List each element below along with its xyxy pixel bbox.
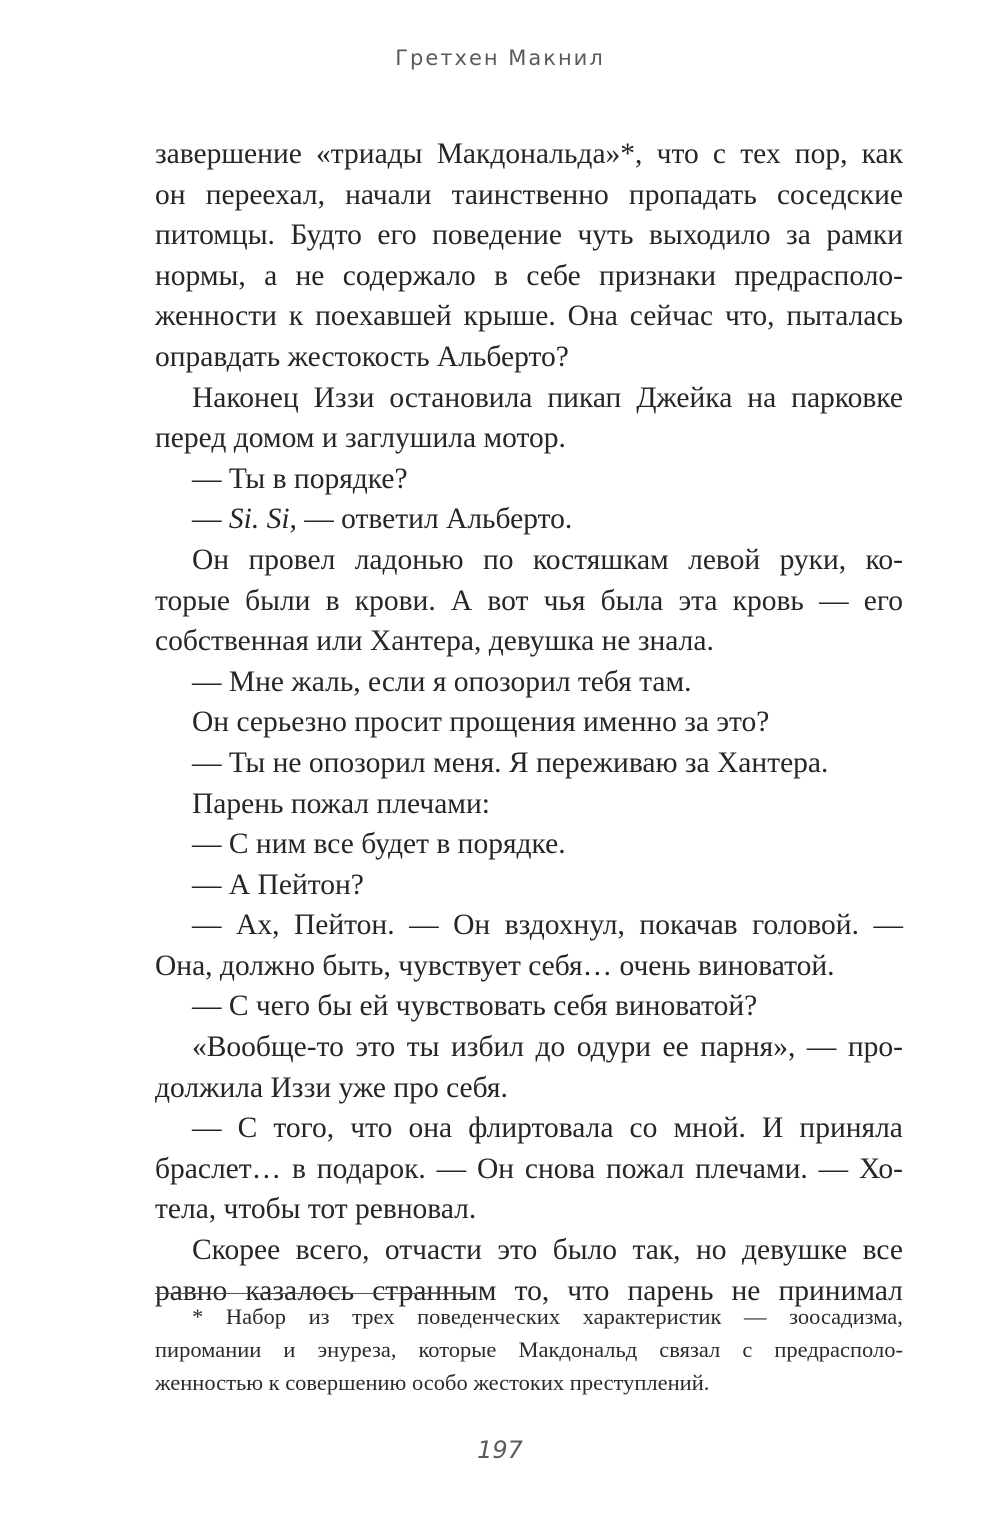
word: казалось xyxy=(245,1274,355,1307)
word: себе xyxy=(526,259,581,292)
word: было xyxy=(552,1234,618,1267)
word: поехавшей xyxy=(315,300,452,333)
word: за xyxy=(786,219,811,252)
word: по xyxy=(482,543,514,576)
word: тех xyxy=(740,138,781,170)
word: так, xyxy=(632,1234,681,1267)
text-line: Она, должно быть, чувствует себя… очень виноватой. xyxy=(155,949,835,982)
word: И xyxy=(761,1112,784,1145)
word: Он xyxy=(453,909,491,942)
body-text xyxy=(155,134,903,1311)
word: Иззи xyxy=(313,381,375,414)
word: А xyxy=(450,584,473,617)
word: парковке xyxy=(791,381,903,414)
word: торые xyxy=(155,584,230,617)
word: содержало xyxy=(342,259,476,292)
footnote xyxy=(155,1300,903,1399)
text-line xyxy=(155,296,903,337)
word: Скорее xyxy=(192,1234,281,1267)
text-line: — А Пейтон? xyxy=(192,868,364,901)
word: нормы, xyxy=(155,259,246,292)
footnote-line xyxy=(155,1300,903,1333)
word: он xyxy=(155,178,186,211)
word: девушке xyxy=(741,1234,848,1267)
word: приняла xyxy=(799,1112,903,1145)
word: со xyxy=(629,1112,658,1145)
word: Ах, xyxy=(236,909,280,942)
page-number: 197 xyxy=(477,1436,523,1464)
word: покачав xyxy=(639,909,738,942)
word: это xyxy=(497,1234,538,1267)
word: костяшкам xyxy=(532,543,669,576)
word: про- xyxy=(847,1031,903,1064)
word: того, xyxy=(273,1112,335,1145)
text-line xyxy=(155,378,903,419)
word: ко- xyxy=(865,543,903,576)
word: к xyxy=(288,300,304,333)
text-line: Он серьезно просит прощения именно за это? xyxy=(192,706,770,739)
word: — xyxy=(873,909,903,942)
word: ты xyxy=(406,1031,440,1064)
word: — xyxy=(819,584,849,617)
text-line: должила Иззи уже про себя. xyxy=(155,1071,508,1104)
word: руки, xyxy=(779,543,847,576)
text-line: собственная или Хантера, девушка не знала. xyxy=(155,625,714,658)
word: пропадать xyxy=(628,178,757,211)
text-line: тела, чтобы тот ревновал. xyxy=(155,1193,477,1226)
word: предрасполо- xyxy=(734,259,903,292)
word: Он xyxy=(476,1152,515,1185)
word: не xyxy=(295,259,325,292)
text-line: — Ты не опозорил меня. Я переживаю за Хантера. xyxy=(192,746,829,779)
line-rest: — ответил Альберто. xyxy=(296,503,573,536)
word: которые xyxy=(418,1337,497,1362)
word: в xyxy=(494,259,509,292)
word: пыталась xyxy=(786,300,903,333)
word: Будто xyxy=(290,219,362,252)
word: была xyxy=(600,584,664,617)
word: всего, xyxy=(295,1234,370,1267)
text-line: — Ты в порядке? xyxy=(192,462,408,495)
word: браслет… xyxy=(155,1152,282,1185)
word: вот xyxy=(487,584,529,617)
word: соседские xyxy=(776,178,903,211)
word: его xyxy=(863,584,903,617)
word: пиромании xyxy=(155,1337,262,1362)
text-line: Парень пожал плечами: xyxy=(192,787,490,820)
word: выходило xyxy=(648,219,771,252)
word: на xyxy=(747,381,777,414)
word: — xyxy=(818,1152,849,1185)
word: принимал xyxy=(778,1274,903,1307)
word: пожал xyxy=(606,1152,685,1185)
word: С xyxy=(237,1112,258,1145)
text-line: — Мне жаль, если я опозорил тебя там. xyxy=(192,665,692,698)
footnote-line: женностью к совершению особо жестоких преступлений. xyxy=(155,1370,710,1395)
word: эта xyxy=(678,584,718,617)
text-line xyxy=(155,1230,903,1271)
word: завершение xyxy=(155,138,302,170)
text-line xyxy=(155,540,903,581)
word: — xyxy=(192,1112,222,1145)
word: в xyxy=(292,1152,306,1185)
text-line xyxy=(155,499,903,540)
word: отчасти xyxy=(384,1234,482,1267)
word: женности xyxy=(155,300,277,333)
word: как xyxy=(861,138,903,170)
word: характеристик xyxy=(582,1304,722,1329)
word: равно xyxy=(155,1274,228,1307)
text-line: — С ним все будет в порядке. xyxy=(192,828,566,861)
word: Макдональд xyxy=(518,1337,638,1362)
word: парня», xyxy=(700,1031,796,1064)
word: были xyxy=(245,584,311,617)
word: левой xyxy=(688,543,761,576)
word: пор, xyxy=(794,138,848,170)
word: избил xyxy=(451,1031,524,1064)
word: Макдональда»*, xyxy=(436,138,643,170)
word: до xyxy=(535,1031,566,1064)
word: «триады xyxy=(316,138,423,170)
word: предрасполо- xyxy=(774,1337,903,1362)
word: провел xyxy=(248,543,336,576)
word: трех xyxy=(352,1304,395,1329)
word: одури xyxy=(576,1031,651,1064)
word: что xyxy=(656,138,699,170)
word: головой. xyxy=(752,909,859,942)
word: все xyxy=(862,1234,903,1267)
word: — xyxy=(806,1031,837,1064)
footnote-divider xyxy=(155,1293,473,1294)
word: пикап xyxy=(547,381,622,414)
text-line xyxy=(155,215,903,256)
word: — xyxy=(192,909,222,942)
word: связал xyxy=(659,1337,721,1362)
word: — xyxy=(744,1304,767,1329)
word: снова xyxy=(524,1152,596,1185)
word: что, xyxy=(725,300,775,333)
text-line xyxy=(155,1027,903,1068)
word: вздохнул, xyxy=(504,909,625,942)
word: то, xyxy=(514,1274,550,1307)
word: чуть xyxy=(577,219,634,252)
word: но xyxy=(695,1234,727,1267)
word: крови. xyxy=(354,584,436,617)
line-prefix: — xyxy=(192,503,229,536)
word: парень xyxy=(627,1274,714,1307)
word: поведение xyxy=(432,219,562,252)
word: Набор xyxy=(225,1304,287,1329)
footnote-line xyxy=(155,1333,903,1366)
word: чья xyxy=(543,584,586,617)
text-line xyxy=(155,905,903,946)
running-head: Гретхен Макнил xyxy=(395,46,605,70)
word: Хо- xyxy=(858,1152,903,1185)
word: * xyxy=(192,1304,204,1329)
text-line xyxy=(155,175,903,216)
word: а xyxy=(264,259,278,292)
word: что xyxy=(350,1112,393,1145)
word: Она xyxy=(567,300,618,333)
word: что xyxy=(567,1274,610,1307)
word: питомцы. xyxy=(155,219,275,252)
word: поведенческих xyxy=(417,1304,561,1329)
word: зоосадизма, xyxy=(789,1304,903,1329)
word: рамки xyxy=(826,219,903,252)
word: признаки xyxy=(599,259,717,292)
word: плечами. xyxy=(695,1152,808,1185)
text-line xyxy=(155,1108,903,1149)
word: Джейка xyxy=(636,381,733,414)
text-line: оправдать жестокость Альберто? xyxy=(155,340,569,373)
word: ее xyxy=(662,1031,689,1064)
word: таинственно xyxy=(451,178,609,211)
word: его xyxy=(377,219,417,252)
word: в xyxy=(325,584,340,617)
word: крыше. xyxy=(463,300,556,333)
word: остановила xyxy=(389,381,533,414)
text-line: перед домом и заглушила мотор. xyxy=(155,422,566,455)
word: Наконец xyxy=(192,381,299,414)
word: мной. xyxy=(673,1112,746,1145)
word: и xyxy=(283,1337,296,1362)
word: она xyxy=(408,1112,453,1145)
word: это xyxy=(355,1031,396,1064)
word: энуреза, xyxy=(317,1337,397,1362)
word: Пейтон. xyxy=(293,909,395,942)
word: начали xyxy=(345,178,432,211)
word: ладонью xyxy=(354,543,464,576)
text-line xyxy=(155,1149,903,1190)
text-line xyxy=(155,134,903,175)
text-line: — С чего бы ей чувствовать себя виноватой? xyxy=(192,990,758,1023)
word: подарок. xyxy=(316,1152,426,1185)
word: переехал, xyxy=(205,178,325,211)
text-line xyxy=(155,256,903,297)
word: из xyxy=(308,1304,330,1329)
word: сейчас xyxy=(629,300,714,333)
word: кровь xyxy=(732,584,804,617)
word: Он xyxy=(192,543,230,576)
word: — xyxy=(409,909,439,942)
word: «Вообще-то xyxy=(192,1031,344,1064)
word: не xyxy=(731,1274,761,1307)
word: — xyxy=(436,1152,467,1185)
word: с xyxy=(742,1337,753,1362)
text-line xyxy=(155,581,903,622)
word: странным xyxy=(372,1274,497,1307)
word: с xyxy=(712,138,727,170)
word: флиртовала xyxy=(468,1112,614,1145)
italic-phrase: Si. Si, xyxy=(228,503,297,536)
